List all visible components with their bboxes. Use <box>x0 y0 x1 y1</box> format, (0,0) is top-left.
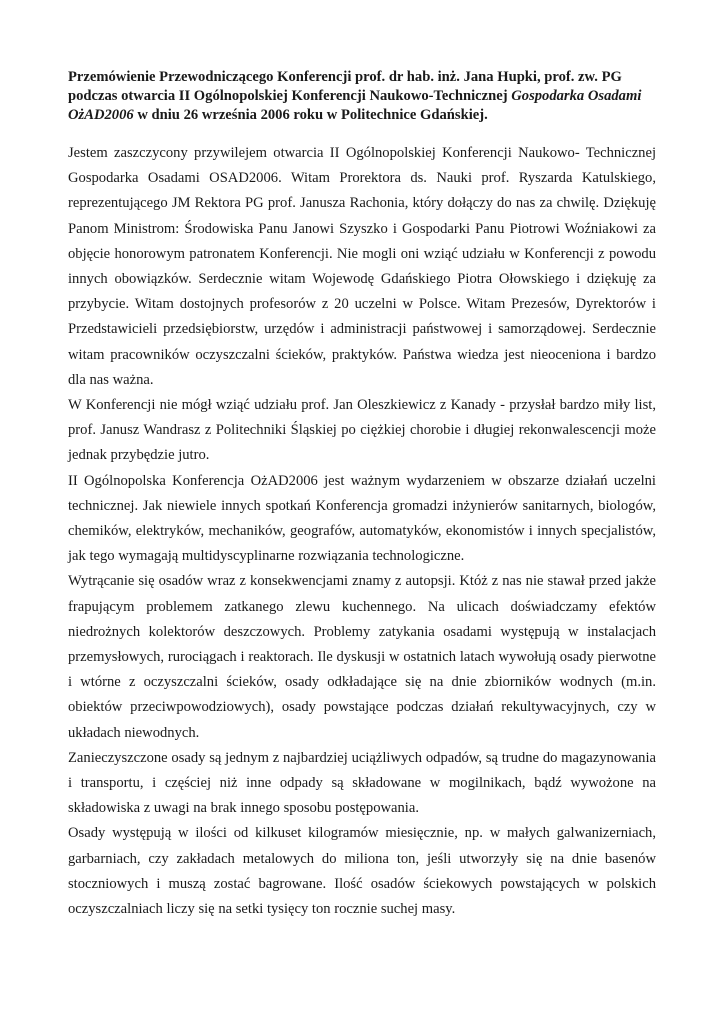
heading-conference-name: Gospodarka Osadami OżAD2006 <box>68 88 642 123</box>
paragraph-sediment-problems: Wytrącanie się osadów wraz z konsekwencjami znamy z autopsji. Któż z nas nie stawał przed jakże frapującym problemem zatkanego zlewu kuchennego. Na ulicach doświadczamy efektów niedrożnych kolektorów deszczowych. Problemy zatykania osadami występują w instalacjach przemysłowych, rurociągach i reaktorach. Ile dyskusji w ostatnich latach wywołują osady pierwotne i wtórne z oczyszczalni ścieków, osady odkładające się na dnie zbiorników wodnych (m.in. obiektów przeciwpowodziowych), osady powstające podczas działań rekultywacyjnych, czy w układach niewodnych. <box>68 573 656 741</box>
heading-text-start: Przemówienie Przewodniczącego Konferencji prof. dr hab. inż. Jana Hupki, prof. zw. PG podczas otwarcia II Ogólnopolskiej Konferencji Naukowo-Technicznej <box>68 69 622 104</box>
paragraph-sediment-quantities: Osady występują w ilości od kilkuset kilogramów miesięcznie, np. w małych galwanizerniach, garbarniach, czy zakładach metalowych do miliona ton, jeśli utworzyły się na dnie basenów stoczniowych i muszą zostać bagrowane. Ilość osadów ściekowych powstających w polskich oczyszczalniach liczy się na setki tysięcy ton rocznie suchej masy. <box>68 825 656 918</box>
paragraph-absences: W Konferencji nie mógł wziąć udziału prof. Jan Oleszkiewicz z Kanady - przysłał bardzo miły list, prof. Janusz Wandrasz z Politechniki Śląskiej po ciężkiej chorobie i długiej rekonwalescencji może jednak przybędzie jutro. <box>68 397 656 464</box>
paragraph-contaminated-sediments: Zanieczyszczone osady są jednym z najbardziej uciążliwych odpadów, są trudne do magazynowania i transportu, i częściej niż inne odpady są składowane w mogilnikach, bądź wywożone na składowiska z uwagi na brak innego sposobu postępowania. <box>68 749 656 817</box>
heading-text-end: w dniu 26 września 2006 roku w Politechnice Gdańskiej. <box>133 107 488 123</box>
paragraph-conference-importance: II Ogólnopolska Konferencja OżAD2006 jest ważnym wydarzeniem w obszarze działań uczelni technicznej. Jak niewiele innych spotkań Konferencja gromadzi inżynierów sanitarnych, biologów, chemików, elektryków, mechaników, geografów, automatyków, ekonomistów i innych specjalistów, jak tego wymagają multidyscyplinarne rozwiązania technologiczne. <box>68 472 656 565</box>
speech-heading <box>68 68 656 125</box>
document-page <box>68 68 656 922</box>
paragraph-welcome: Jestem zaszczycony przywilejem otwarcia II Ogólnopolskiej Konferencji Naukowo- Technicznej Gospodarka Osadami OSAD2006. Witam Prorektora ds. Nauki prof. Ryszarda Katulskiego, reprezentującego JM Rektora PG prof. Janusza Rachonia, który dołączy do nas za chwilę. Dziękuję Panom Ministrom: Środowiska Panu Janowi Szyszko i Gospodarki Panu Piotrowi Woźniakowi za objęcie honorowym patronatem Konferencji. Nie mogli oni wziąć udziału w Konferencji z powodu innych obowiązków. Serdecznie witam Wojewodę Gdańskiego Piotra Ołowskiego i dziękuję za przybycie. Witam dostojnych profesorów z 20 uczelni w Polsce. Witam Prezesów, Dyrektorów i Przedstawicieli przedsiębiorstw, urzędów i administracji państwowej i samorządowej. Serdecznie witam pracowników oczyszczalni ścieków, praktyków. Państwa wiedza jest nieoceniona i bardzo dla nas ważna. <box>68 145 656 388</box>
